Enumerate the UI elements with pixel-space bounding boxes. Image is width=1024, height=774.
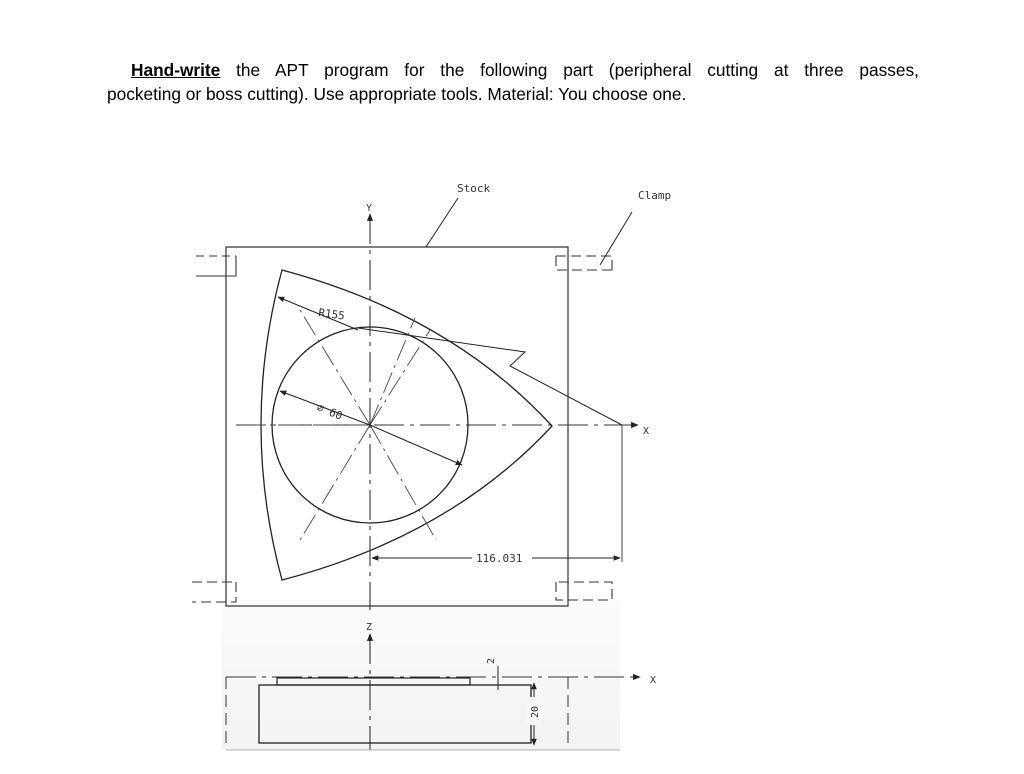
instructions-line-2: pocketing or boss cutting). Use appropriate tools. Material: You choose one. xyxy=(107,84,687,104)
stock-label: Stock xyxy=(457,182,491,195)
stock-leader xyxy=(426,198,458,247)
z-axis-label: Z xyxy=(366,622,373,633)
clamp-label: Clamp xyxy=(638,189,672,202)
y-axis-label: Y xyxy=(366,203,373,214)
radius-center-leader xyxy=(358,328,622,425)
side-part-boss xyxy=(277,678,470,685)
side-part-body xyxy=(259,685,531,743)
r155-label: R155 xyxy=(317,306,346,323)
x-axis-side-label: X xyxy=(650,675,657,686)
clamp-bottom-left xyxy=(192,582,236,602)
dim-2-label: 2 xyxy=(486,657,497,664)
diameter-leader-2 xyxy=(370,425,462,465)
x-axis-top-label: X xyxy=(643,426,650,437)
dim-20-label: 20 xyxy=(530,705,541,718)
clamp-top-left xyxy=(196,256,236,276)
clamp-bottom-right xyxy=(556,582,612,600)
clamp-leader xyxy=(600,212,632,265)
instructions-line-1-rest: the APT program for the following part (peripheral cutting at three passes, xyxy=(220,60,919,80)
hand-write-emphasis: Hand-write xyxy=(131,60,221,80)
dim-116-label: 116.031 xyxy=(476,552,523,565)
diameter-label: ⌀ 60 xyxy=(314,400,345,423)
side-stock-outline xyxy=(226,677,568,748)
